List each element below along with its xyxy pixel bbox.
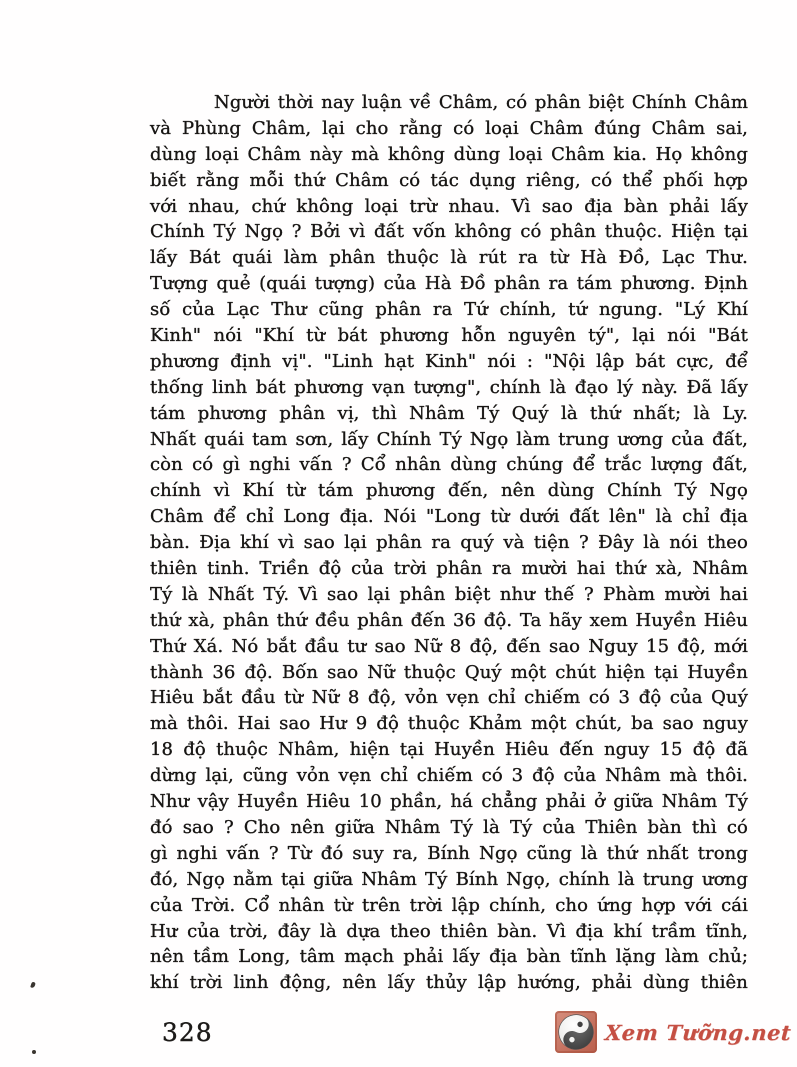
text-line: dừng lại, cũng vỏn vẹn chỉ chiếm có 3 độ của Nhâm mà thôi.	[150, 765, 748, 787]
ink-speck	[30, 982, 36, 989]
text-line: chính vì Khí từ tám phương đến, nên dùng Chính Tý Ngọ	[150, 480, 748, 502]
text-line: gì nghi vấn ? Từ đó suy ra, Bính Ngọ cũng là thứ nhất trong	[150, 842, 748, 864]
text-line: với nhau, chứ không loại trừ nhau. Vì sao địa bàn phải lấy	[150, 195, 748, 217]
text-line: nên tầm Long, tâm mạch phải lấy địa bàn tĩnh lặng làm chủ;	[150, 946, 748, 968]
text-line: Người thời nay luận về Châm, có phân biệt Chính Châm	[214, 92, 748, 113]
text-line: mà thôi. Hai sao Hư 9 độ thuộc Khảm một chút, ba sao nguy	[150, 713, 748, 735]
text-line: của Trời. Cổ nhân từ trên trời lập chính, cho ứng hợp với cái	[150, 894, 748, 916]
ink-speck	[32, 1050, 36, 1054]
text-line: Hiêu bắt đầu từ Nữ 8 độ, vỏn vẹn chỉ chiếm có 3 độ của Quý	[150, 687, 748, 709]
text-line: thứ xà, phân thứ đều phân đến 36 độ. Ta hãy xem Huyền Hiêu	[150, 609, 748, 631]
watermark-text: Xem Tưỡng.net	[603, 1019, 792, 1045]
text-line: Hư của trời, đây là dựa theo thiên bàn. Vì địa khí trầm tĩnh,	[150, 920, 748, 942]
text-line: số của Lạc Thư cũng phân ra Tứ chính, tứ ngung. "Lý Khí	[150, 299, 748, 321]
text-line: thiên tinh. Triền độ của trời phân ra mười hai thứ xà, Nhâm	[150, 558, 748, 580]
text-line: dùng loại Châm này mà không dùng loại Châm kia. Họ không	[150, 143, 748, 165]
text-line: bàn. Địa khí vì sao lại phân ra quý và tiện ? Đây là nói theo	[150, 532, 748, 554]
text-line: lấy Bát quái làm phân thuộc là rút ra từ Hà Đồ, Lạc Thư.	[150, 247, 748, 269]
text-line: còn có gì nghi vấn ? Cổ nhân dùng chúng để trắc lượng đất,	[150, 454, 748, 476]
text-line: và Phùng Châm, lại cho rằng có loại Châm đúng Châm sai,	[150, 117, 748, 139]
text-line: thống linh bát phương vạn tượng", chính là đạo lý này. Đã lấy	[150, 376, 748, 398]
text-line: tám phương phân vị, thì Nhâm Tý Quý là thứ nhất; là Ly.	[150, 402, 748, 424]
site-watermark	[555, 1011, 793, 1053]
text-line: Như vậy Huyền Hiêu 10 phần, há chẳng phải ở giữa Nhâm Tý	[150, 791, 748, 813]
text-line: Thứ Xá. Nó bắt đầu tư sao Nữ 8 độ, đến sao Nguy 15 độ, mới	[150, 635, 748, 657]
page-number: 328	[162, 1018, 213, 1047]
text-line: Tượng quẻ (quái tượng) của Hà Đồ phân ra tám phương. Định	[150, 273, 748, 295]
text-line: đó sao ? Cho nên giữa Nhâm Tý là Tý của Thiên bàn thì có	[150, 816, 748, 838]
text-line: 18 độ thuộc Nhâm, hiện tại Huyền Hiêu đến nguy 15 độ đã	[150, 739, 748, 761]
text-line: biết rằng mỗi thứ Châm có tác dụng riêng, có thể phối hợp	[150, 169, 748, 191]
text-line: Kinh" nói "Khí từ bát phương hỗn nguyên tý", lại nói "Bát	[150, 325, 748, 347]
text-line: Tý là Nhất Tý. Vì sao lại phân biệt như thế ? Phàm mười hai	[150, 583, 748, 605]
body-text	[150, 90, 748, 996]
text-line: đó, Ngọ nằm tại giữa Nhâm Tý Bính Ngọ, chính là trung ương	[150, 868, 748, 890]
text-line: Châm để chỉ Long địa. Nói "Long từ dưới đất lên" là chỉ địa	[150, 506, 748, 528]
text-line: phương định vị". "Linh hạt Kinh" nói : "Nội lập bát cực, để	[150, 350, 748, 372]
text-line: thành 36 độ. Bốn sao Nữ thuộc Quý một chút hiện tại Huyền	[150, 661, 748, 683]
text-line: khí trời linh động, nên lấy thủy lập hướng, phải dùng thiên	[150, 972, 748, 994]
yin-yang-icon	[555, 1011, 597, 1053]
text-line: Nhất quái tam sơn, lấy Chính Tý Ngọ làm trung ương của đất,	[150, 428, 748, 450]
text-line: Chính Tý Ngọ ? Bởi vì đất vốn không có phân thuộc. Hiện tại	[150, 221, 748, 243]
